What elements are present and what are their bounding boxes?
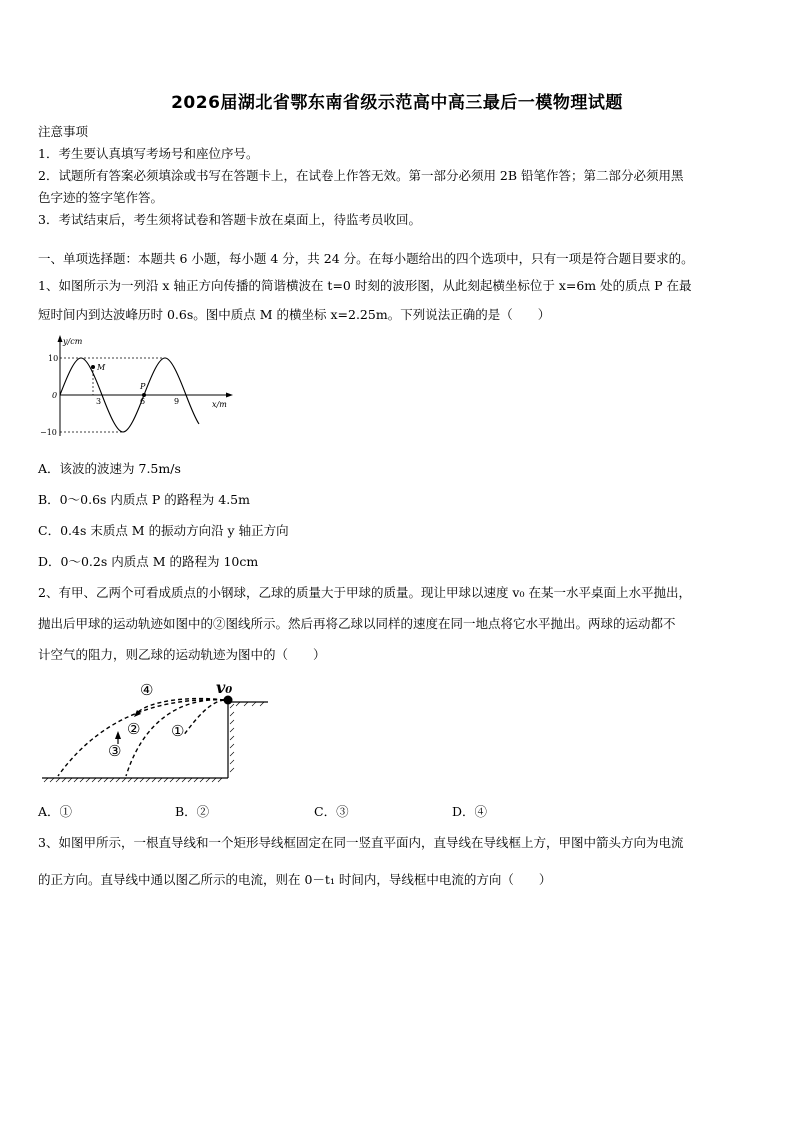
notice-heading: 注意事项: [38, 124, 89, 139]
q2-option-a[interactable]: A．①: [38, 804, 73, 819]
q2-text-line3: 计空气的阻力，则乙球的运动轨迹为图中的（ ）: [38, 647, 326, 662]
y-tick-10: 10: [48, 354, 59, 363]
x-tick-6: 6: [140, 397, 146, 406]
section-heading: 一、单项选择题：本题共 6 小题，每小题 4 分，共 24 分。在每小题给出的四个选项中，只有一项是符合题目要求的。: [38, 251, 694, 266]
table-hatch: [230, 702, 264, 772]
q1-option-c[interactable]: C．0.4s 末质点 M 的振动方向沿 y 轴正方向: [38, 523, 289, 538]
x-tick-9: 9: [174, 397, 180, 406]
point-m-dot: [91, 365, 95, 369]
y-axis-arrow: [58, 335, 63, 342]
q1-text-line1: 1、如图所示为一列沿 x 轴正方向传播的简谐横波在 t=0 时刻的波形图，从此刻起横坐标位于 x=6m 处的质点 P 在最: [38, 278, 692, 293]
q1-text-line2: 短时间内到达波峰历时 0.6s。图中质点 M 的横坐标 x=2.25m。下列说法正确的是（ ）: [38, 307, 551, 322]
q1-wave-graph: [38, 332, 238, 440]
y-axis-label: y/cm: [63, 337, 83, 346]
q1-option-b[interactable]: B．0～0.6s 内质点 P 的路程为 4.5m: [38, 492, 250, 507]
page-title: 2026届湖北省鄂东南省级示范高中高三最后一模物理试题: [171, 93, 623, 113]
origin-label: 0: [52, 391, 58, 400]
notice-item-3: 3．考试结束后，考生须将试卷和答题卡放在桌面上，待监考员收回。: [38, 212, 421, 227]
notice-item-2-cont: 色字迹的签字笔作答。: [38, 190, 164, 205]
q2-option-d[interactable]: D．④: [452, 804, 488, 819]
q3-text-line2: 的正方向。直导线中通以图乙所示的电流，则在 0－t₁ 时间内，导线框中电流的方向（ ）: [38, 872, 552, 887]
notice-item-1: 1．考生要认真填写考场号和座位序号。: [38, 146, 259, 161]
y-tick-minus10: −10: [40, 428, 57, 437]
label-4: ④: [140, 681, 154, 699]
x-axis-label: x/m: [212, 400, 227, 409]
trajectory-3: [58, 700, 224, 776]
trajectory-1: [183, 700, 224, 736]
q2-text-line2: 抛出后甲球的运动轨迹如图中的②图线所示。然后再将乙球以同样的速度在同一地点将它水平抛出。两球的运动都不: [38, 616, 676, 631]
label-1: ①: [171, 722, 185, 740]
label-3: ③: [108, 742, 122, 760]
label-v0: v₀: [216, 678, 233, 697]
q1-option-d[interactable]: D．0～0.2s 内质点 M 的路程为 10cm: [38, 554, 259, 569]
x-axis-arrow: [226, 393, 233, 398]
q1-option-a[interactable]: A．该波的波速为 7.5m/s: [38, 461, 181, 476]
notice-item-2: 2．试题所有答案必须填涂或书写在答题卡上，在试卷上作答无效。第一部分必须用 2B 铅笔作答；第二部分必须用黑: [38, 168, 684, 183]
point-m-label: M: [97, 363, 106, 372]
q2-option-b[interactable]: B．②: [175, 804, 210, 819]
q3-text-line1: 3、如图甲所示，一根直导线和一个矩形导线框固定在同一竖直平面内，直导线在导线框上方，甲图中箭头方向为电流: [38, 835, 684, 850]
trajectory-3-arrow: [115, 731, 121, 739]
q2-option-c[interactable]: C．③: [314, 804, 349, 819]
label-2: ②: [127, 720, 141, 738]
q2-text-line1: 2、有甲、乙两个可看成质点的小钢球，乙球的质量大于甲球的质量。现让甲球以速度 v₀ 在某一水平桌面上水平抛出，: [38, 585, 691, 600]
q2-trajectory-figure: [38, 676, 278, 788]
x-tick-3: 3: [96, 397, 102, 406]
point-p-label: P: [140, 382, 146, 391]
